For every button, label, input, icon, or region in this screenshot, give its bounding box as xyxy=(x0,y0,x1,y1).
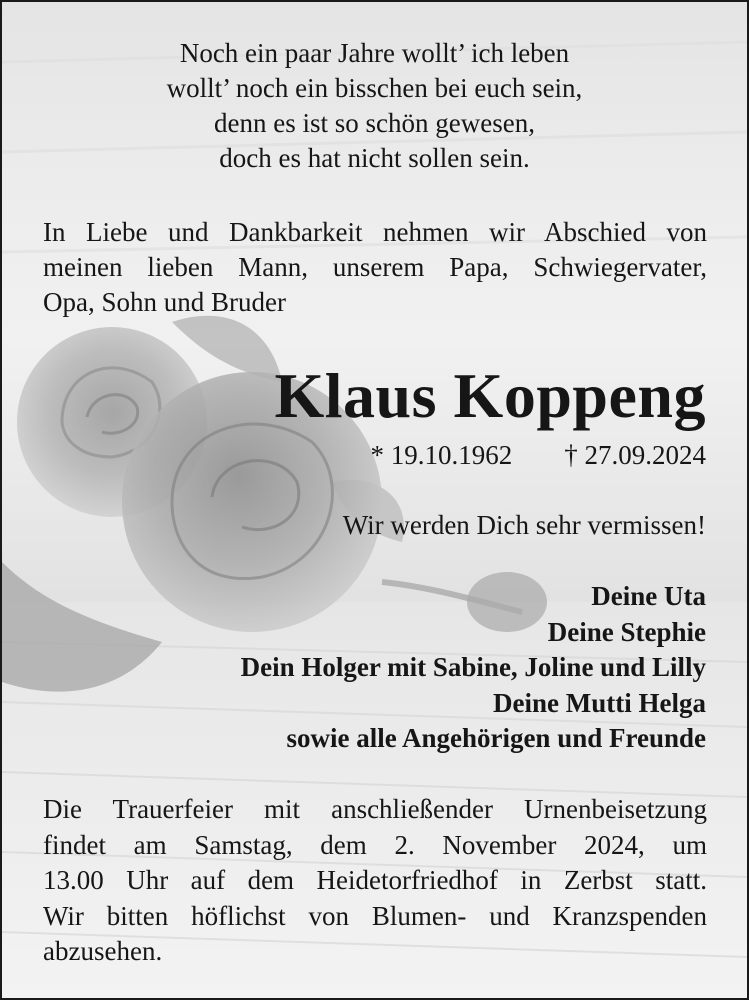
funeral-information xyxy=(43,792,707,970)
life-dates xyxy=(371,438,707,473)
funeral-line: findet am Samstag, dem 2. November 2024, um xyxy=(43,829,707,860)
funeral-line: Die Trauerfeier mit anschließender Urnenbeisetzung xyxy=(43,794,707,824)
deceased-name: Klaus Koppeng xyxy=(274,360,706,431)
mourner-line: Deine Mutti Helga xyxy=(493,687,706,718)
death-date: † 27.09.2024 xyxy=(564,440,706,470)
funeral-line: abzusehen. xyxy=(43,936,163,966)
funeral-line: 13.00 Uhr auf dem Heidetorfriedhof in Zerbst statt. xyxy=(43,865,707,895)
poem-line: denn es ist so schön gewesen, xyxy=(214,108,535,138)
intro-line: In Liebe und Dankbarkeit nehmen wir Abschied von xyxy=(43,217,707,247)
funeral-line: Wir bitten höflichst von Blumen- und Kranzspenden xyxy=(43,900,707,931)
poem-line: Noch ein paar Jahre wollt’ ich leben xyxy=(179,38,570,68)
intro-line: meinen lieben Mann, unserem Papa, Schwiegervater, xyxy=(43,252,707,282)
mourners-list xyxy=(241,579,706,757)
poem-line: doch es hat nicht sollen sein. xyxy=(219,143,530,173)
birth-date: * 19.10.1962 xyxy=(370,440,513,470)
mourner-line: sowie alle Angehörigen und Freunde xyxy=(286,723,706,753)
poem-line: wollt’ noch ein bisschen bei euch sein, xyxy=(166,73,583,103)
intro-text xyxy=(43,215,707,320)
mourner-line: Deine Stephie xyxy=(547,616,706,647)
poem xyxy=(2,36,747,176)
mourner-line: Deine Uta xyxy=(591,581,706,611)
farewell-message: Wir werden Dich sehr vermissen! xyxy=(342,510,706,540)
mourner-line: Dein Holger mit Sabine, Joline und Lilly xyxy=(240,652,706,682)
notice-content xyxy=(2,2,747,998)
intro-line: Opa, Sohn und Bruder xyxy=(43,287,286,317)
